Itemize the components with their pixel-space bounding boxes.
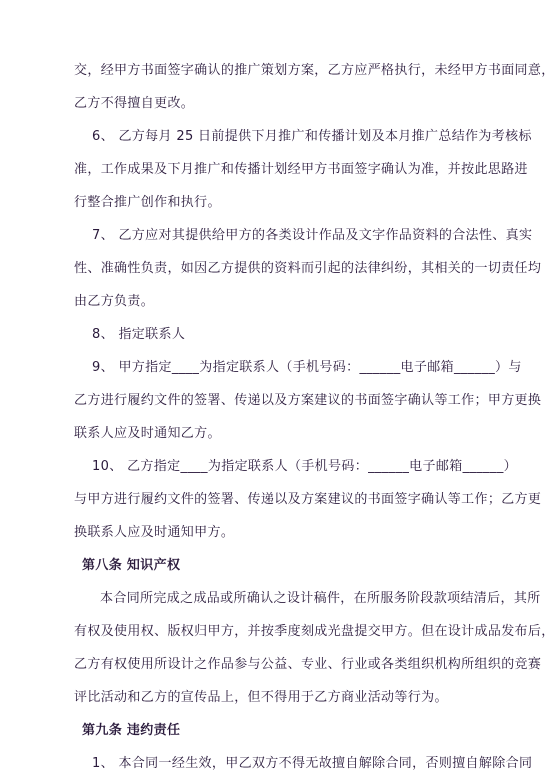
paragraph-line: 联系人应及时通知乙方。 (74, 426, 221, 441)
paragraph-line: 有权及使用权、版权归甲方，并按季度刻成光盘提交甲方。但在设计成品发布后， (74, 624, 555, 639)
paragraph-line: 乙方进行履约文件的签署、传递以及方案建议的书面签字确认等工作；甲方更换 (74, 393, 542, 408)
paragraph-line: 与甲方进行履约文件的签署、传递以及方案建议的书面签字确认等工作；乙方更 (74, 492, 542, 507)
paragraph-line: 7、 乙方应对其提供给甲方的各类设计作品及文字作品资料的合法性、真实 (92, 228, 533, 243)
paragraph-line: 评比活动和乙方的宣传品上，但不得用于乙方商业活动等行为。 (74, 690, 448, 705)
paragraph-line: 性、准确性负责，如因乙方提供的资料而引起的法律纠纷，其相关的一切责任均 (74, 261, 542, 276)
paragraph-line: 本合同所完成之成品或所确认之设计稿件，在所服务阶段款项结清后，其所 (100, 591, 541, 606)
paragraph-line: 9、 甲方指定____为指定联系人（手机号码：______电子邮箱______）与 (92, 360, 522, 375)
section-heading: 第八条 知识产权 (82, 558, 181, 573)
section-heading: 第九条 违约责任 (82, 723, 181, 738)
paragraph-line: 换联系人应及时通知甲方。 (74, 525, 235, 540)
paragraph-line: 乙方有权使用所设计之作品参与公益、专业、行业或各类组织机构所组织的竞赛 (74, 657, 542, 672)
paragraph-line: 准，工作成果及下月推广和传播计划经甲方书面签字确认为准，并按此思路进 (74, 162, 528, 177)
paragraph-line: 乙方不得擅自更改。 (74, 96, 195, 111)
paragraph-line: 1、 本合同一经生效，甲乙双方不得无故擅自解除合同，否则擅自解除合同 (92, 756, 533, 771)
paragraph-line: 由乙方负责。 (74, 294, 155, 309)
paragraph-line: 8、 指定联系人 (92, 327, 186, 342)
paragraph-line: 交，经甲方书面签字确认的推广策划方案，乙方应严格执行，未经甲方书面同意， (74, 63, 555, 78)
paragraph-line: 10、 乙方指定____为指定联系人（手机号码：______电子邮箱______） (92, 459, 518, 474)
paragraph-line: 6、 乙方每月 25 日前提供下月推广和传播计划及本月推广总结作为考核标 (92, 129, 532, 144)
paragraph-line: 行整合推广创作和执行。 (74, 195, 221, 210)
